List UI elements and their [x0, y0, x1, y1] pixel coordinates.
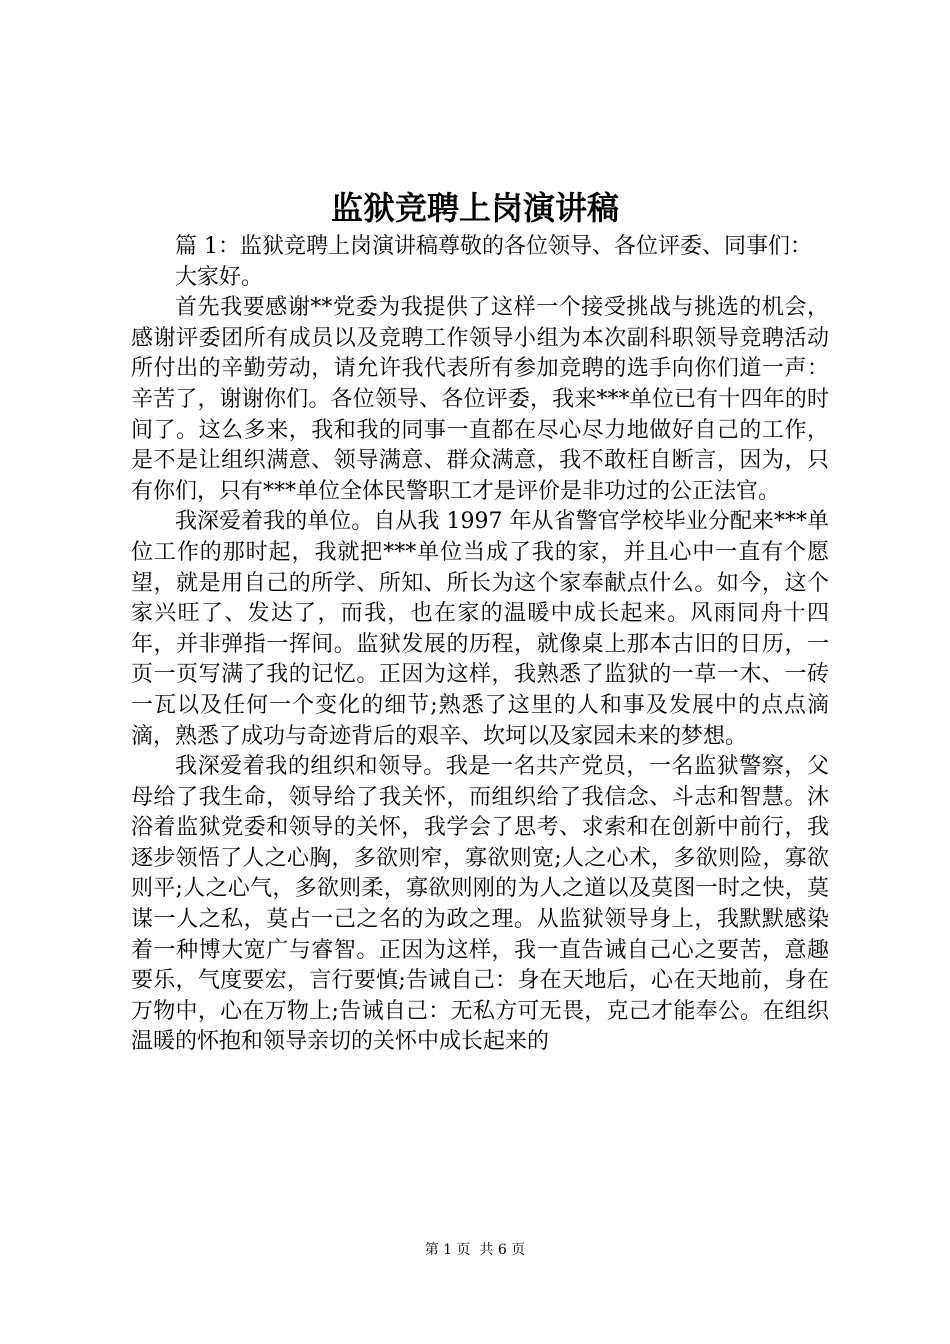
paragraph-4: 我深爱着我的单位。自从我 1997 年从省警官学校毕业分配来***单位工作的那时起，我就把***单位当成了我的家，并且心中一直有个愿望，就是用自己的所学、所知、所长为这个家奉献点什么。如今，这个家兴旺了、发达了，而我，也在家的温暖中成长起来。风雨同舟十四年，并非弹指一挥间。监狱发展的历程，就像桌上那本古旧的日历，一页一页写满了我的记忆。正因为这样，我熟悉了监狱的一草一木、一砖一瓦以及任何一个变化的细节;熟悉了这里的人和事及发展中的点点滴滴，熟悉了成功与奇迹背后的艰辛、坎坷以及家园未来的梦想。	[131, 509, 829, 749]
paragraph-2: 大家好。	[175, 264, 264, 290]
paragraph-5: 我深爱着我的组织和领导。我是一名共产党员，一名监狱警察，父母给了我生命，领导给了我关怀，而组织给了我信念、斗志和智慧。沐浴着监狱党委和领导的关怀，我学会了思考、求索和在创新中前行，我逐步领悟了人之心胸，多欲则窄，寡欲则宽;人之心术，多欲则险，寡欲则平;人之心气，多欲则柔，寡欲则刚的为人之道以及莫图一时之快，莫谋一人之私，莫占一己之名的为政之理。从监狱领导身上，我默默感染着一种博大宽广与睿智。正因为这样，我一直告诫自己心之要苦，意趣要乐，气度要宏，言行要慎;告诫自己：身在天地后，心在天地前，身在万物中，心在万物上;告诫自己：无私方可无畏，克己才能奉公。在组织温暖的怀抱和领导亲切的关怀中成长起来的	[131, 754, 829, 1055]
page-footer	[0, 1240, 950, 1260]
paragraph-3: 首先我要感谢**党委为我提供了这样一个接受挑战与挑选的机会，感谢评委团所有成员以及竞聘工作领导小组为本次副科职领导竞聘活动所付出的辛勤劳动，请允许我代表所有参加竞聘的选手向你们道一声：辛苦了，谢谢你们。各位领导、各位评委，我来***单位已有十四年的时间了。这么多来，我和我的同事一直都在尽心尽力地做好自己的工作，是不是让组织满意、领导满意、群众满意，我不敢枉自断言，因为，只有你们，只有***单位全体民警职工才是评价是非功过的公正法官。	[131, 295, 829, 504]
document-body	[131, 232, 829, 1058]
page-number: 第 1 页	[424, 1242, 471, 1258]
document-title: 监狱竞聘上岗演讲稿	[330, 189, 619, 227]
paragraph-1: 篇 1：监狱竞聘上岗演讲稿尊敬的各位领导、各位评委、同事们：	[175, 234, 812, 259]
page-total: 共 6 页	[479, 1242, 526, 1258]
